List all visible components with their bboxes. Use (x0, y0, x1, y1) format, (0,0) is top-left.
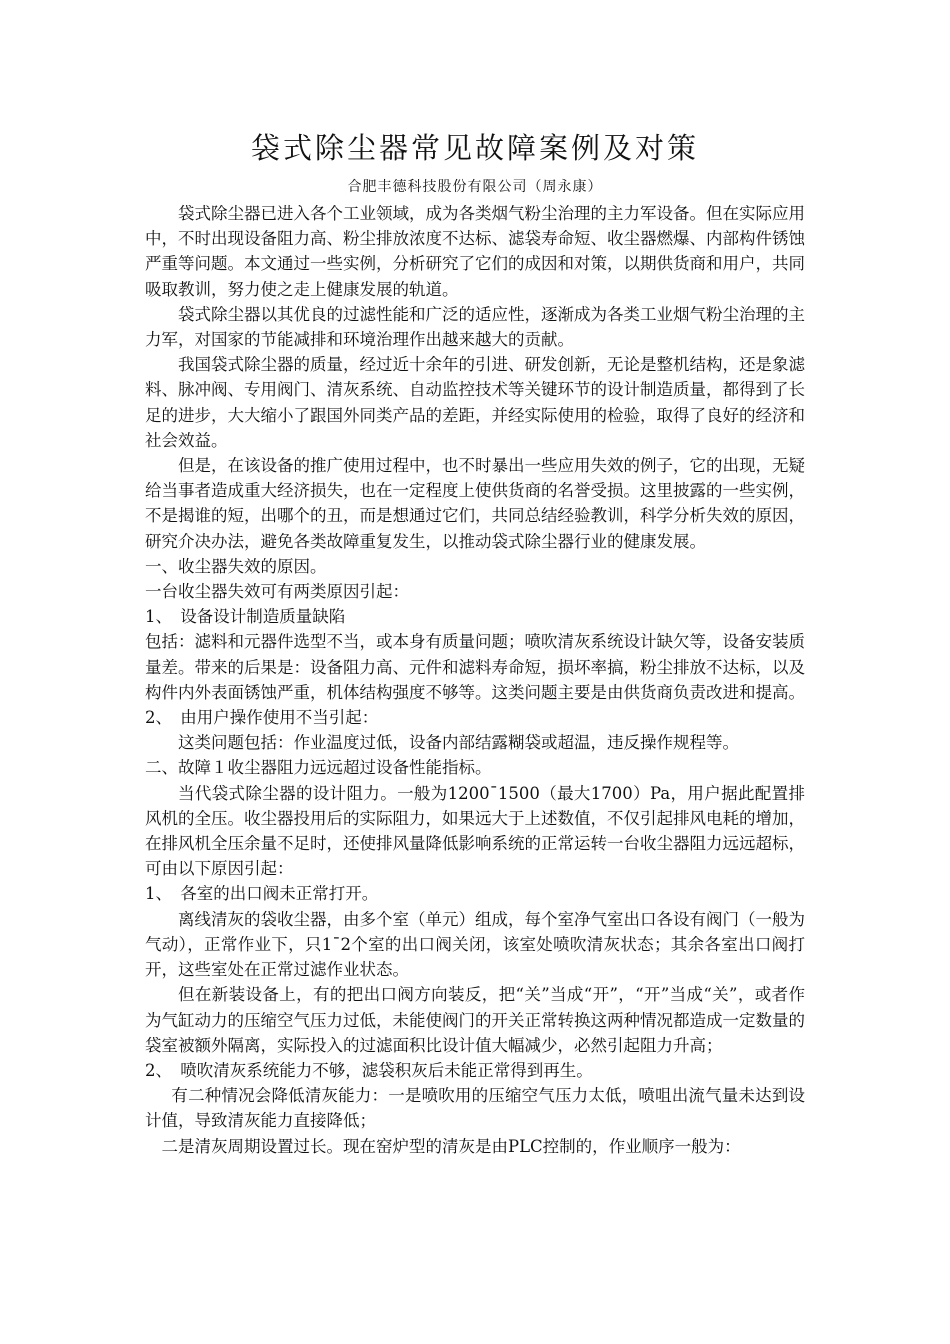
paragraph: 有二种情况会降低清灰能力：一是喷吹用的压缩空气压力太低，喷咀出流气量未达到设计值，导致清灰能力直接降低； (145, 1086, 805, 1131)
list-item: 1、 各室的出口阀未正常打开。 (145, 884, 379, 904)
document-body (145, 201, 805, 1159)
paragraph: 这类问题包括：作业温度过低，设备内部结露糊袋或超温，违反操作规程等。 (178, 733, 739, 753)
paragraph: 袋式除尘器已进入各个工业领域，成为各类烟气粉尘治理的主力军设备。但在实际应用中，不时出现设备阻力高、粉尘排放浓度不达标、滤袋寿命短、收尘器燃爆、内部构件锈蚀严重等问题。本文通过一些实例，分析研究了它们的成因和对策，以期供货商和用户，共同吸取教训，努力使之走上健康发展的轨道。 (145, 204, 805, 299)
paragraph: 一台收尘器失效可有两类原因引起： (145, 582, 409, 602)
paragraph: 离线清灰的袋收尘器，由多个室（单元）组成，每个室净气室出口各设有阀门（一般为气动），正常作业下，只1¯2个室的出口阀关闭，该室处喷吹清灰状态；其余各室出口阀打开，这些室处在正常过滤作业状态。 (145, 909, 805, 980)
list-item: 2、 由用户操作使用不当引起： (145, 708, 379, 728)
paragraph: 但在新装设备上，有的把出口阀方向装反，把“关”当成“开”，“开”当成“关”，或者作为气缸动力的压缩空气压力过低，未能使阀门的开关正常转换这两种情况都造成一定数量的袋室被额外隔离，实际投入的过滤面积比设计值大幅减少，必然引起阻力升高； (145, 985, 805, 1055)
section-heading: 二、故障１收尘器阻力远远超过设备性能指标。 (145, 758, 492, 778)
paragraph: 包括：滤料和元器件选型不当，或本身有质量问题；喷吹清灰系统设计缺欠等，设备安装质量差。带来的后果是：设备阻力高、元件和滤料寿命短，损坏率搞，粉尘排放不达标，以及构件内外表面锈蚀严重，机体结构强度不够等。这类问题主要是由供货商负责改进和提高。 (145, 632, 805, 702)
paragraph: 当代袋式除尘器的设计阻力。一般为1200¯1500（最大1700）Pa，用户据此配置排风机的全压。收尘器投用后的实际阻力，如果远大于上述数值，不仅引起排风电耗的增加，在排风机全压余量不足时，还使排风量降低影响系统的正常运转一台收尘器阻力远远超标，可由以下原因引起： (145, 783, 805, 879)
list-item: 2、 喷吹清灰系统能力不够，滤袋积灰后未能正常得到再生。 (145, 1060, 593, 1080)
list-item: 1、 设备设计制造质量缺陷 (145, 607, 346, 627)
document-author: 合肥丰德科技股份有限公司（周永康） (347, 179, 603, 195)
paragraph: 二是清灰周期设置过长。现在窑炉型的清灰是由PLC控制的，作业顺序一般为： (161, 1136, 741, 1156)
paragraph: 袋式除尘器以其优良的过滤性能和广泛的适应性，逐渐成为各类工业烟气粉尘治理的主力军，对国家的节能减排和环境治理作出越来越大的贡献。 (145, 304, 805, 350)
section-heading: 一、收尘器失效的原因。 (145, 556, 327, 576)
document-title: 袋式除尘器常见故障案例及对策 (250, 131, 699, 165)
paragraph: 但是，在该设备的推广使用过程中，也不时暴出一些应用失效的例子，它的出现，无疑给当事者造成重大经济损失，也在一定程度上使供货商的名誉受损。这里披露的一些实例，不是揭谁的短，出哪个的丑，而是想通过它们，共同总结经验教训，科学分析失效的原因，研究介决办法，避免各类故障重复发生，以推动袋式除尘器行业的健康发展。 (145, 456, 805, 551)
paragraph: 我国袋式除尘器的质量，经过近十余年的引进、研发创新，无论是整机结构，还是象滤料、脉冲阀、专用阀门、清灰系统、自动监控技术等关键环节的设计制造质量，都得到了长足的进步，大大缩小了跟国外同类产品的差距，并经实际使用的检验，取得了良好的经济和社会效益。 (145, 355, 805, 450)
